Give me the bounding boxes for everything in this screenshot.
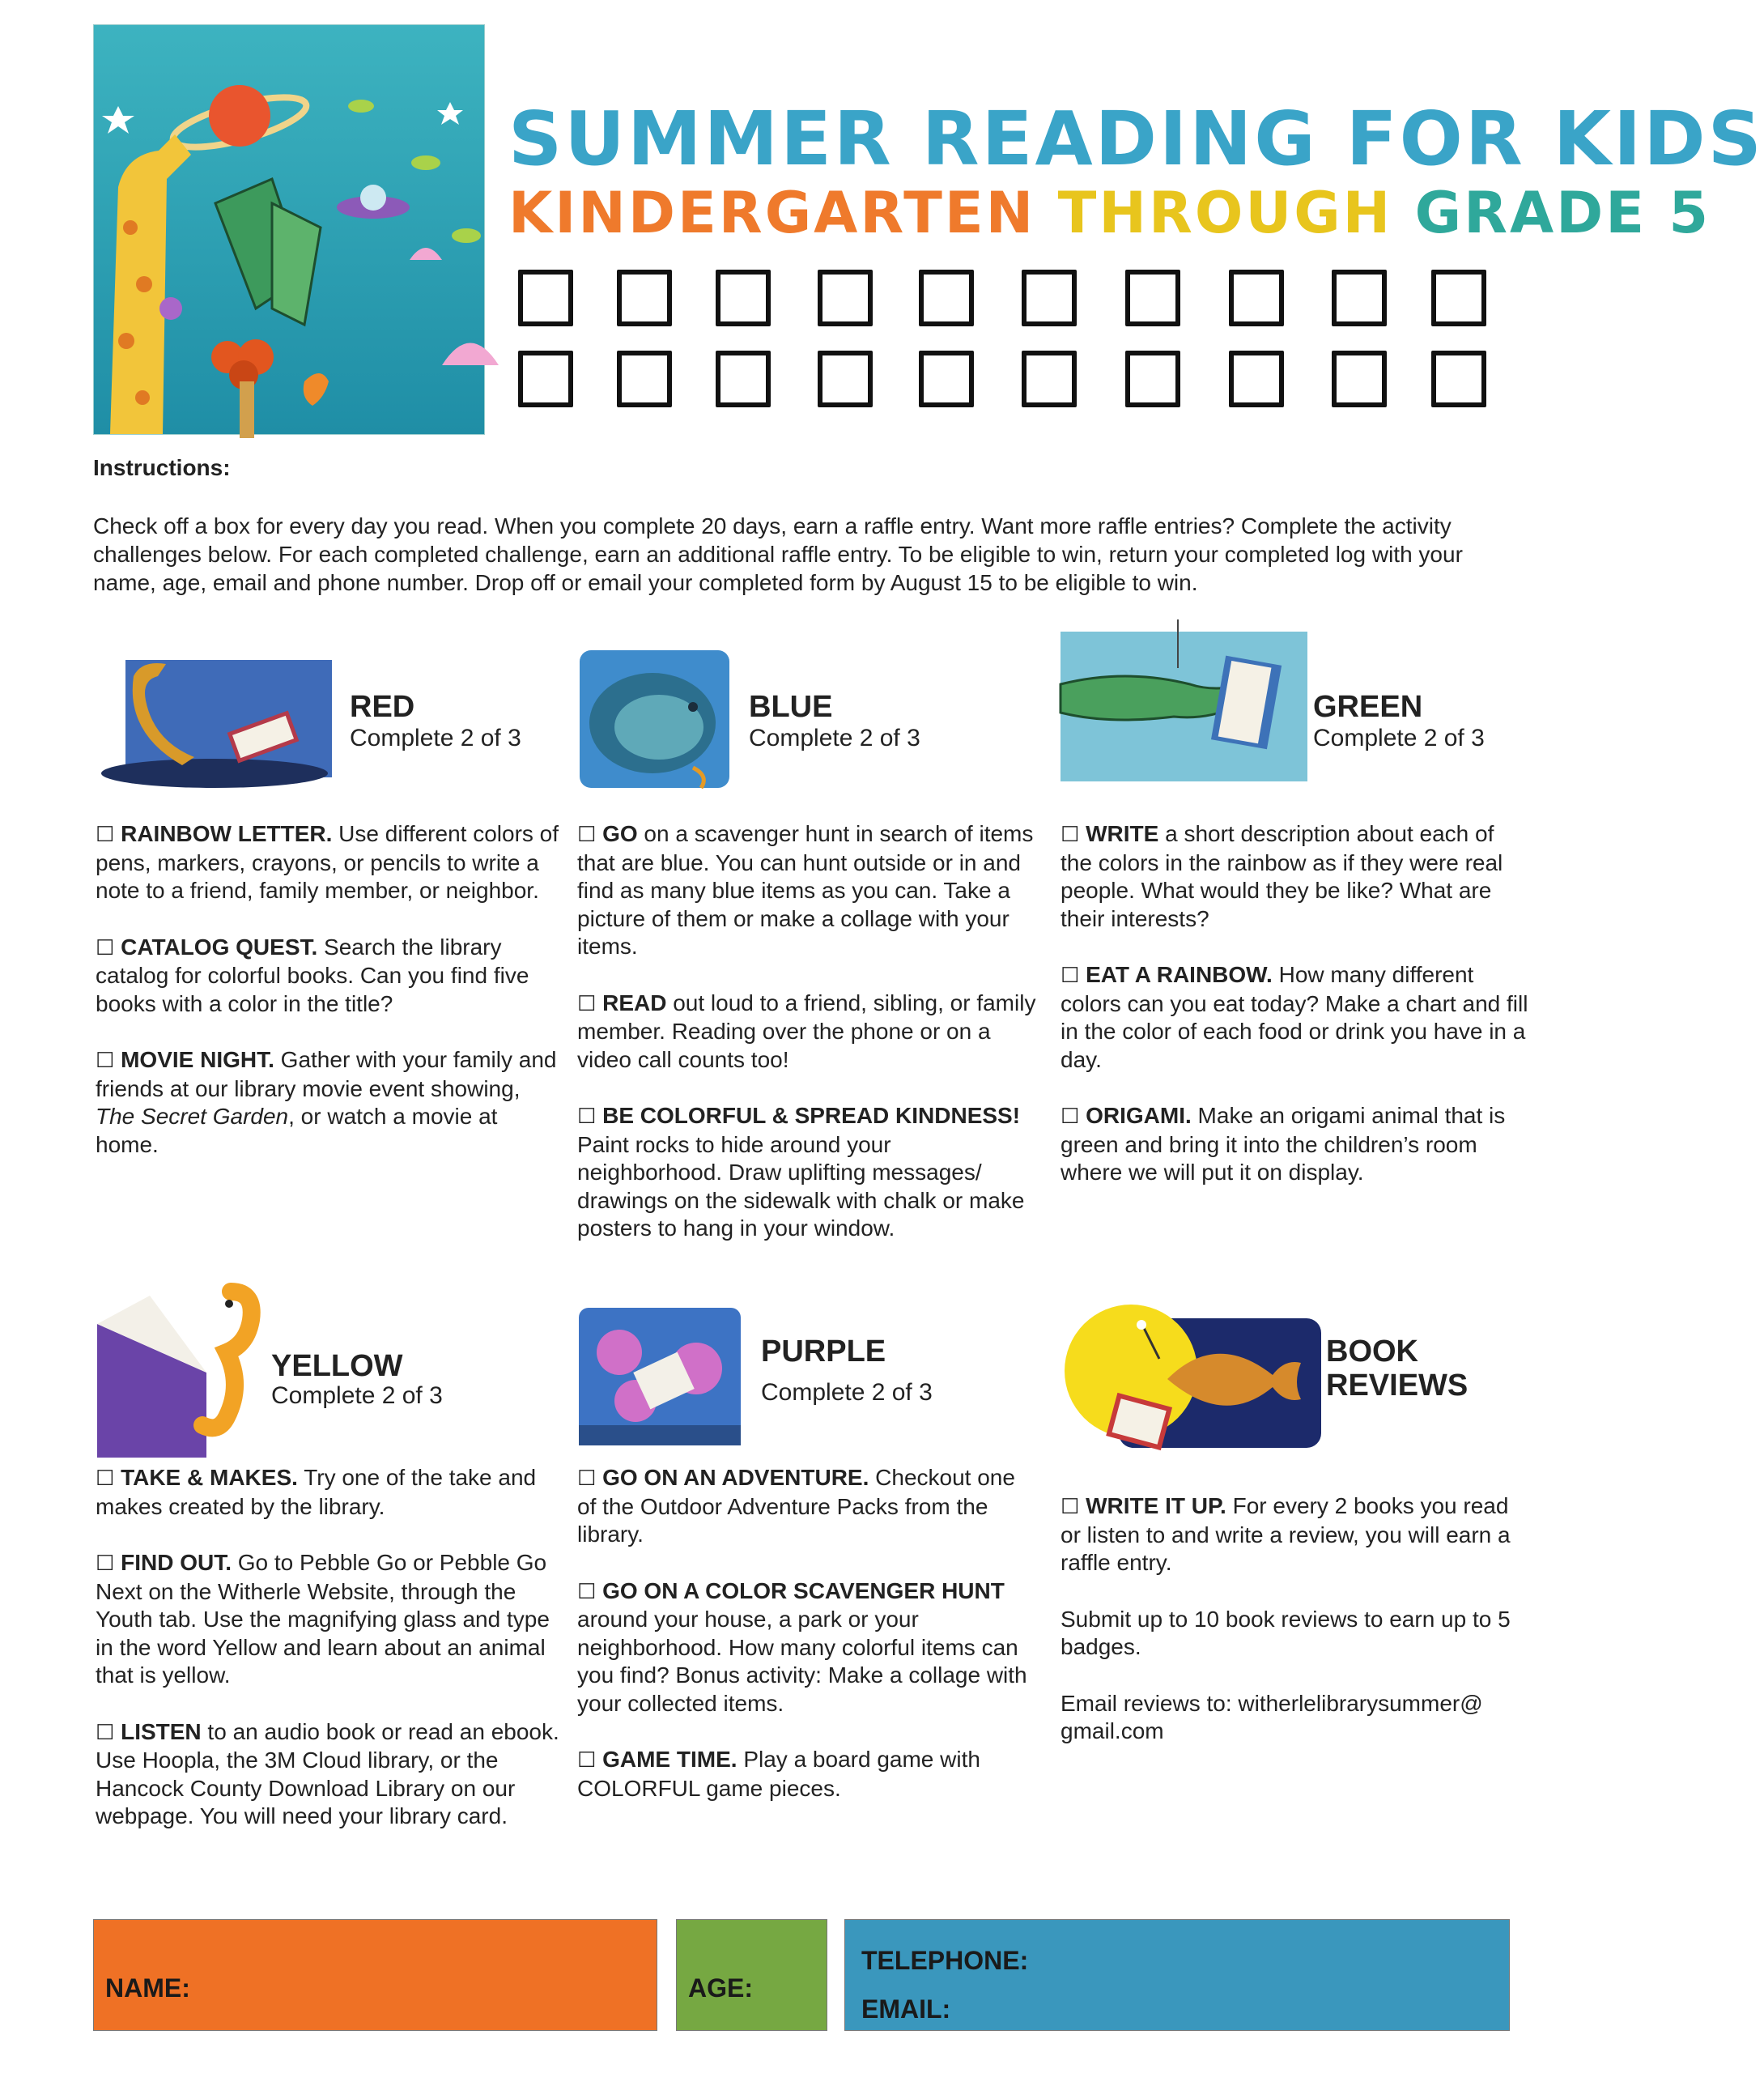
book-reviews-content: [1061, 1492, 1530, 1774]
reading-day-checkbox[interactable]: [1229, 270, 1284, 326]
reading-day-checkbox[interactable]: [1022, 351, 1077, 407]
reading-day-checkbox[interactable]: [1125, 351, 1180, 407]
email-label: EMAIL:: [861, 1994, 951, 2024]
age-label: AGE:: [688, 1973, 753, 2003]
red-activities: [96, 820, 565, 1187]
blue-activity-2[interactable]: ☐ READ out loud to a friend, sibling, or family member. Reading over the phone or on a video call counts too!: [577, 990, 1036, 1072]
green-section-illustration: [1056, 619, 1311, 785]
checkbox-icon: ☐: [1061, 1495, 1080, 1519]
reading-day-checkbox[interactable]: [1022, 270, 1077, 326]
reading-day-checkbox[interactable]: [617, 351, 672, 407]
blue-activity-1[interactable]: ☐ GO on a scavenger hunt in search of items that are blue. You can hunt outside or in and find as many blue items as you can. Take a picture of them or make a collage with your items.: [577, 821, 1034, 959]
reading-day-checkbox[interactable]: [818, 351, 873, 407]
green-activity-3[interactable]: ☐ ORIGAMI. Make an origami animal that is green and bring it into the children’s room where we will put it on display.: [1061, 1103, 1506, 1185]
checkbox-icon: ☐: [1061, 1105, 1080, 1129]
reading-day-checkbox[interactable]: [518, 351, 573, 407]
page-title: SUMMER READING FOR KIDS: [508, 96, 1764, 182]
reading-day-checkbox[interactable]: [518, 270, 573, 326]
reading-day-checkbox[interactable]: [919, 270, 974, 326]
checkbox-icon: ☐: [577, 1466, 597, 1491]
red-activity-2[interactable]: ☐ CATALOG QUEST. Search the library catalog for colorful books. Can you find five books with a color in the title?: [96, 934, 529, 1016]
book-reviews-note-badges: Submit up to 10 book reviews to earn up to 5 badges.: [1061, 1606, 1511, 1659]
book-reviews-title: BOOK REVIEWS: [1326, 1334, 1469, 1403]
title-grade: GRADE 5: [1414, 180, 1711, 246]
checkbox-icon: ☐: [577, 1579, 597, 1604]
blue-section-illustration: [572, 646, 733, 792]
reading-day-checkbox[interactable]: [818, 270, 873, 326]
checkbox-icon: ☐: [577, 1748, 597, 1773]
title-kindergarten: KINDERGARTEN: [508, 180, 1036, 246]
book-reviews-illustration: [1062, 1302, 1323, 1458]
red-section-title: RED: [350, 690, 415, 724]
red-activity-1[interactable]: ☐ RAINBOW LETTER. Use different colors of pens, markers, crayons, or pencils to write a note to a friend, family member, or neighbor.: [96, 821, 559, 903]
reading-day-checkbox[interactable]: [1431, 270, 1486, 326]
purple-activities: [577, 1464, 1031, 1831]
yellow-section-subtitle: Complete 2 of 3: [271, 1382, 443, 1409]
checkbox-icon: ☐: [1061, 964, 1080, 988]
reading-day-checkbox[interactable]: [1125, 270, 1180, 326]
blue-section-subtitle: Complete 2 of 3: [749, 725, 920, 751]
green-section-title: GREEN: [1313, 690, 1423, 724]
green-activity-2[interactable]: ☐ EAT A RAINBOW. How many different colors can you eat today? Make a chart and fill in the color of each food or drink you have in a day.: [1061, 962, 1528, 1072]
instructions-text: Check off a box for every day you read. When you complete 20 days, earn a raffle entry. Want more raffle entries? Complete the activity challenges below. For each completed challenge, earn an additional raffle entry. To be eligible to win, return your completed log with your name, age, email and phone number. Drop off or email your completed form by August 15 to be eligible to win.: [93, 513, 1463, 595]
checkbox-icon: ☐: [96, 1049, 115, 1073]
green-activity-1[interactable]: ☐ WRITE a short description about each of the colors in the rainbow as if they were real people. What would they be like? What are their interests?: [1061, 821, 1503, 931]
reading-day-checkbox[interactable]: [617, 270, 672, 326]
red-section-illustration: [93, 652, 336, 783]
book-reviews-email: Email reviews to: witherlelibrarysummer@ gmail.com: [1061, 1690, 1483, 1743]
age-field[interactable]: [676, 1919, 827, 2031]
title-through: THROUGH: [1057, 180, 1393, 246]
reading-day-checkbox[interactable]: [716, 270, 771, 326]
book-review-activity-1[interactable]: ☐ WRITE IT UP. For every 2 books you read or listen to and write a review, you will earn a raffle entry.: [1061, 1493, 1511, 1575]
yellow-activity-3[interactable]: ☐ LISTEN to an audio book or read an ebook. Use Hoopla, the 3M Cloud library, or the Hancock County Download Library on our webpage. You will need your library card.: [96, 1718, 559, 1828]
name-label: NAME:: [105, 1973, 190, 2003]
yellow-activity-2[interactable]: ☐ FIND OUT. Go to Pebble Go or Pebble Go Next on the Witherle Website, through the Youth tab. Use the magnifying glass and type in the word Yellow and learn about an animal that is yellow.: [96, 1550, 550, 1688]
checkbox-icon: ☐: [577, 1105, 597, 1129]
yellow-section-title: YELLOW: [271, 1349, 403, 1383]
reading-day-checkbox[interactable]: [716, 351, 771, 407]
yellow-activities: [96, 1464, 565, 1859]
hero-illustration: [93, 24, 485, 435]
purple-section-title: PURPLE: [761, 1334, 886, 1369]
contact-field[interactable]: [844, 1919, 1510, 2031]
yellow-activity-1[interactable]: ☐ TAKE & MAKES. Try one of the take and makes created by the library.: [96, 1465, 537, 1519]
grade-range-title: [508, 180, 1711, 246]
checkbox-icon: ☐: [96, 823, 115, 847]
green-section-subtitle: Complete 2 of 3: [1313, 725, 1485, 751]
purple-activity-2[interactable]: ☐ GO ON A COLOR SCAVENGER HUNT around your house, a park or your neighborhood. How many colorful items can you find? Bonus activity: Make a collage with your collected items.: [577, 1577, 1027, 1716]
blue-section-title: BLUE: [749, 690, 833, 724]
reading-day-checkbox[interactable]: [1431, 351, 1486, 407]
checkbox-icon: ☐: [96, 1466, 115, 1491]
yellow-section-illustration: [93, 1283, 267, 1462]
purple-activity-1[interactable]: ☐ GO ON AN ADVENTURE. Checkout one of the Outdoor Adventure Packs from the library.: [577, 1465, 1015, 1547]
telephone-label: TELEPHONE:: [861, 1946, 1029, 1975]
red-activity-3[interactable]: ☐ MOVIE NIGHT. Gather with your family and friends at our library movie event showing, The Secret Garden, or watch a movie at home.: [96, 1047, 557, 1157]
checkbox-icon: ☐: [96, 1552, 115, 1576]
blue-activities: [577, 820, 1039, 1271]
reading-day-checkbox[interactable]: [919, 351, 974, 407]
checkbox-icon: ☐: [577, 823, 597, 847]
reading-day-checkbox[interactable]: [1229, 351, 1284, 407]
purple-section-subtitle: Complete 2 of 3: [761, 1379, 933, 1406]
blue-activity-3[interactable]: ☐ BE COLORFUL & SPREAD KINDNESS! Paint rocks to hide around your neighborhood. Draw uplifting messages/ drawings on the sidewalk with chalk or make posters to hang in your window.: [577, 1103, 1025, 1241]
checkbox-icon: ☐: [96, 1720, 115, 1745]
checkbox-icon: ☐: [96, 935, 115, 960]
instructions-heading: Instructions:: [93, 455, 231, 480]
green-activities: [1061, 820, 1530, 1215]
checkbox-icon: ☐: [1061, 823, 1080, 847]
red-section-subtitle: Complete 2 of 3: [350, 725, 521, 751]
purple-section-illustration: [575, 1304, 745, 1449]
checkbox-icon: ☐: [577, 991, 597, 1016]
name-field[interactable]: [93, 1919, 657, 2031]
purple-activity-3[interactable]: ☐ GAME TIME. Play a board game with COLORFUL game pieces.: [577, 1747, 980, 1801]
reading-day-checkbox[interactable]: [1332, 270, 1387, 326]
reading-day-checkbox[interactable]: [1332, 351, 1387, 407]
